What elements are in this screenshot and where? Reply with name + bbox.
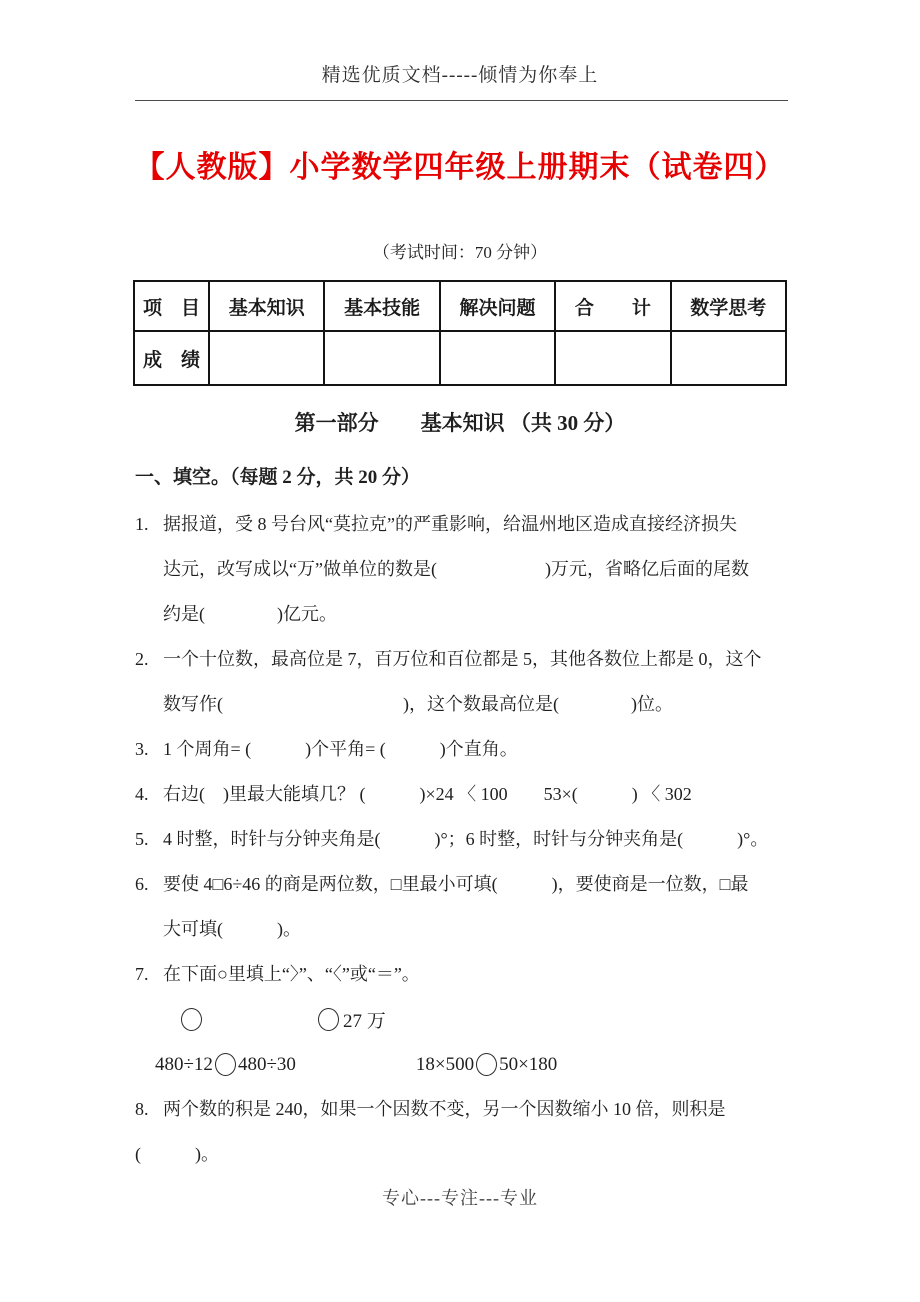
question-number: 2. (135, 649, 149, 669)
question-text: 1 个周角= ( )个平角= ( )个直角。 (163, 739, 518, 759)
question-number: 6. (135, 874, 149, 894)
question-6-line-2 (135, 907, 800, 952)
question-text: ( )。 (135, 1144, 219, 1164)
comparison-circle-icon (318, 1008, 339, 1031)
score-row-label: 成 绩 (134, 331, 209, 385)
question-7-compare-row-1 (135, 997, 800, 1042)
score-table-header-cell: 解决问题 (440, 281, 555, 331)
question-4-line-1 (135, 772, 800, 817)
question-text: 大可填( )。 (163, 919, 301, 939)
comparison-circle-icon (215, 1053, 236, 1076)
question-6-line-1 (135, 862, 800, 907)
question-number: 5. (135, 829, 149, 849)
question-text: 在下面○里填上“〉”、“〈”或“＝”。 (163, 964, 420, 984)
score-table (133, 280, 787, 386)
document-footer-note: 专心---专注---专业 (382, 1188, 538, 1208)
compare-operand: 27 万 (343, 1011, 386, 1032)
question-text: 右边( )里最大能填几？ ( )×24 〈 100 53×( ) 〈 302 (163, 784, 692, 804)
question-1-line-1 (135, 502, 800, 547)
score-cell-empty (209, 331, 324, 385)
score-table-header-cell: 基本知识 (209, 281, 324, 331)
score-table-header-cell: 基本技能 (324, 281, 439, 331)
score-cell-empty (324, 331, 439, 385)
compare-operand: 50×180 (499, 1053, 558, 1075)
question-text: 约是( )亿元。 (163, 604, 337, 624)
page-title: 【人教版】小学数学四年级上册期末（试卷四） (134, 151, 786, 184)
question-8-line-2 (135, 1132, 800, 1177)
comparison-circle-icon (181, 1008, 202, 1031)
question-text: 4 时整，时针与分钟夹角是( )°；6 时整，时针与分钟夹角是( )°。 (163, 829, 769, 849)
document-header-note: 精选优质文档-----倾情为你奉上 (321, 65, 599, 86)
score-table-header-cell: 数学思考 (671, 281, 786, 331)
section-subheading: 一、填空。（每题 2 分，共 20 分） (135, 467, 421, 488)
question-text: 要使 4□6÷46 的商是两位数，□里最小可填( )，要使商是一位数，□最 (163, 874, 749, 894)
question-number: 4. (135, 784, 149, 804)
question-2-line-1 (135, 637, 800, 682)
question-text: 数写作( )，这个数最高位是( )位。 (163, 694, 673, 714)
score-table-header-row (134, 281, 786, 331)
compare-operand: 18×500 (415, 1053, 475, 1075)
question-8-line-1 (135, 1087, 800, 1132)
score-table-header-cell: 合 计 (555, 281, 670, 331)
score-cell-empty (555, 331, 670, 385)
exam-time-note: （考试时间：70 分钟） (372, 243, 548, 262)
question-1-line-3 (135, 592, 800, 637)
question-2-line-2 (135, 682, 800, 727)
compare-group (316, 1006, 386, 1033)
question-text: 据报道，受 8 号台风“莫拉克”的严重影响，给温州地区造成直接经济损失 (163, 514, 737, 534)
question-7-line-1 (135, 952, 800, 997)
question-3-line-1 (135, 727, 800, 772)
score-cell-empty (671, 331, 786, 385)
question-text: 达元，改写成以“万”做单位的数是( )万元，省略亿后面的尾数 (163, 559, 749, 579)
score-table-header-cell: 项 目 (134, 281, 209, 331)
question-number: 7. (135, 964, 149, 984)
question-text: 一个十位数，最高位是 7，百万位和百位都是 5，其他各数位上都是 0，这个 (163, 649, 762, 669)
question-5-line-1 (135, 817, 800, 862)
score-table-score-row (134, 331, 786, 385)
questions-list (135, 502, 800, 1177)
compare-operand: 480÷12 (155, 1053, 213, 1075)
question-number: 1. (135, 514, 149, 534)
compare-group (416, 1053, 557, 1076)
comparison-circle-icon (476, 1053, 497, 1076)
compare-operand: 480÷30 (237, 1053, 296, 1075)
compare-group (155, 1053, 296, 1076)
question-number: 3. (135, 739, 149, 759)
question-1-line-2 (135, 547, 800, 592)
question-7-compare-row-2 (135, 1042, 800, 1087)
section-heading: 第一部分 基本知识 （共 30 分） (294, 411, 626, 435)
question-number: 8. (135, 1099, 149, 1119)
header-divider (135, 100, 788, 101)
question-text: 两个数的积是 240，如果一个因数不变，另一个因数缩小 10 倍，则积是 (163, 1099, 726, 1119)
score-cell-empty (440, 331, 555, 385)
